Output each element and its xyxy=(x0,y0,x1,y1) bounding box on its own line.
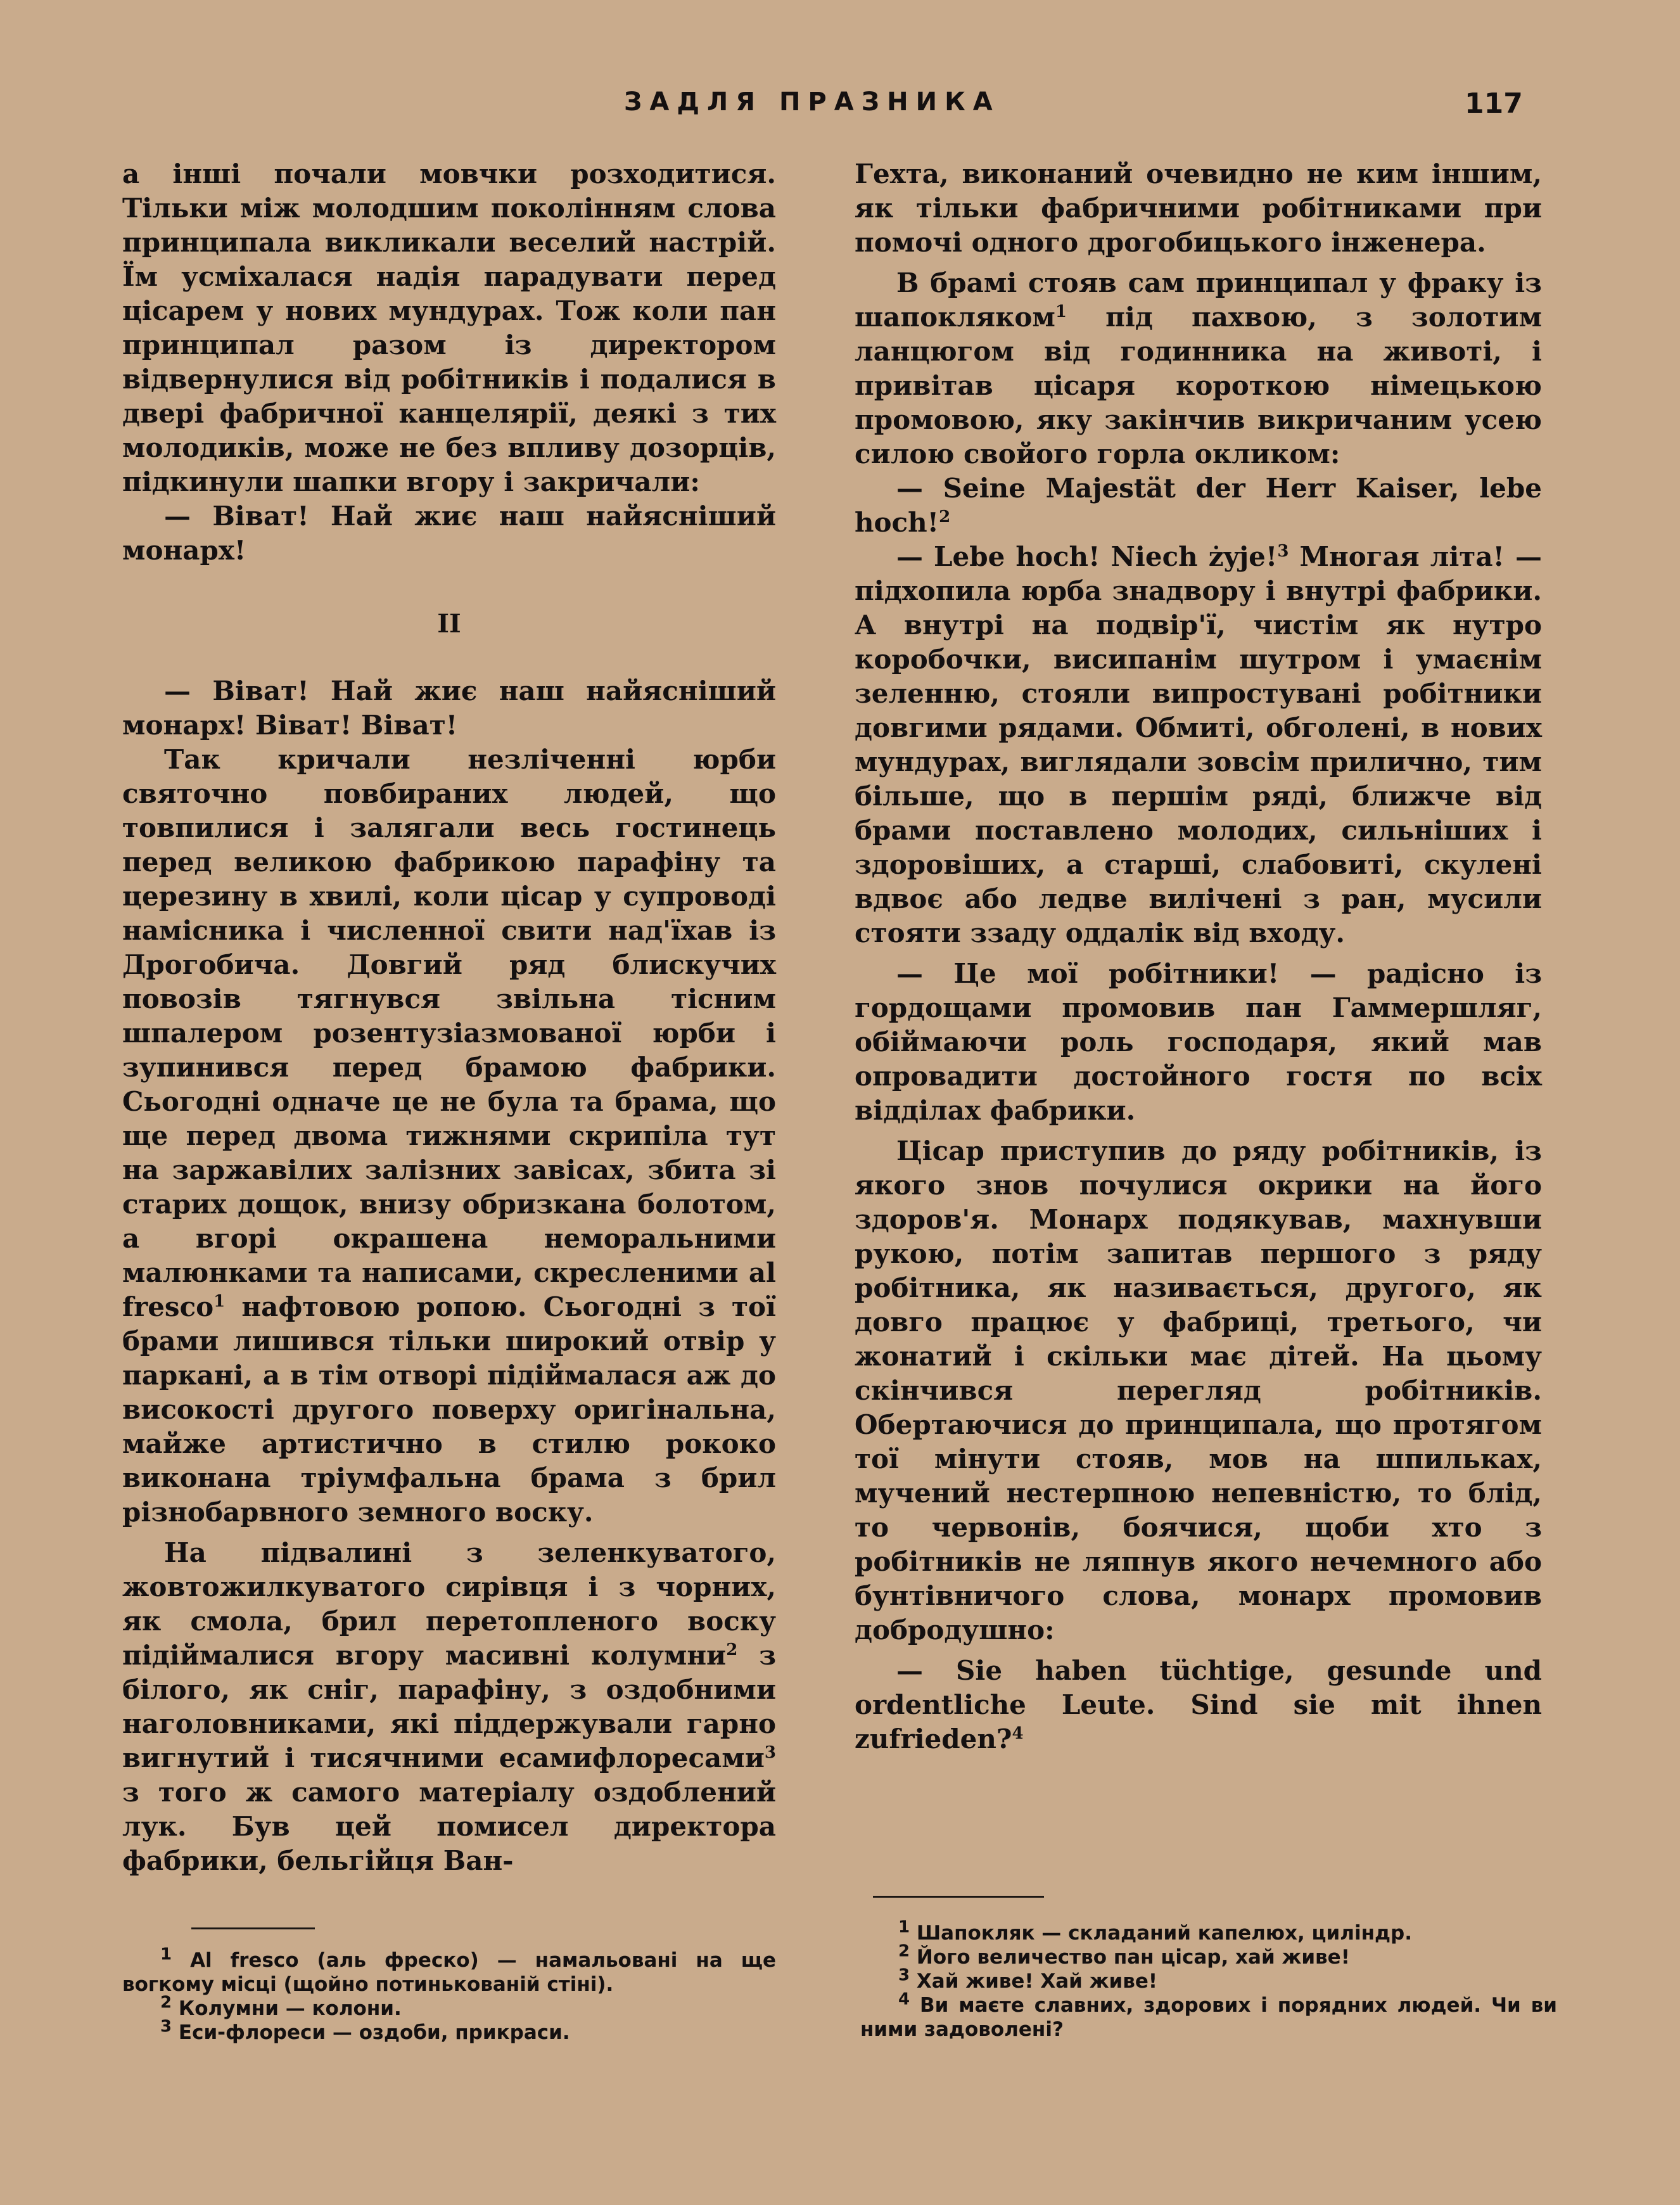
footnote-text: Хай живе! Хай живе! xyxy=(916,1970,1158,1993)
footnote-marker: 1 xyxy=(1055,302,1067,321)
footnote xyxy=(860,1917,1557,1945)
paragraph: — Віват! Най жиє наш найясніший монарх! Віват! Віват! xyxy=(122,675,776,741)
paragraph-text: Так кричали незліченні юрби святочно повбираних людей, що товпилися і залягали весь гостинець перед великою фабрикою парафіну та церезину в хвилі, коли цісар у супроводі намісника і численної свити над'їхав із Дрогобича. Довгий ряд блискучих повозів тягнувся звільна тісним шпалером розентузіазмованої юрби і зупинився перед брамою фабрики. Сьогодні одначе це не була та брама, що ще перед двома тижнями скрипіла тут на заржавілих залізних завісах, збита зі старих дощок, внизу обризкана болотом, а вгорі окрашена неморальними малюнками та написами, скресленими al fresco xyxy=(122,744,776,1322)
footnote-text: Еси-флореси — оздоби, прикраси. xyxy=(178,2021,570,2044)
paragraph-text: нафтовою ропою. Сьогодні з тої брами лишився тільки широкий отвір у паркані, а в тім отворі підіймалася аж до високості другого поверху оригінальна, майже артистично в стилю рококо виконана тріумфальна брама з брил різнобарвного земного воску. xyxy=(122,1291,776,1528)
paragraph-text: — Sie haben tüchtige, gesunde und ordentliche Leute. Sind sie mit ihnen zufrieden? xyxy=(855,1655,1542,1754)
paragraph-text: В брамі стояв сам принципал у фраку із шапокляком xyxy=(855,267,1542,333)
paragraph-text: Многая літа! — підхопила юрба знадвору і внутрі фабрики. А внутрі на подвір'ї, чистім як нутро коробочки, висипанім шутром і умаєнім зеленню, стояли випростувані робітники довгими рядами. Обмиті, обголені, в нових мундурах, виглядали зовсім прилично, тим більше, що в першім ряді, ближче від брами поставлено молодих, сильніших і здоровіших, а старші, слабовиті, скулені вдвоє або ледве вилічені з ран, мусили стояти ззаду оддалік від входу. xyxy=(855,541,1542,949)
paragraph: Гехта, виконаний очевидно не ким іншим, як тільки фабричними робітниками при помочі одного дрогобицького інженера. xyxy=(855,158,1542,258)
footnote-text: Al fresco (аль фреско) — намальовані на ще вогкому місці (щойно потинькованій стіні). xyxy=(122,1949,776,1996)
footnote-marker: 1 xyxy=(160,1945,172,1964)
footnote-marker: 2 xyxy=(939,508,951,527)
section-number: II xyxy=(437,609,461,639)
paragraph-text: з білого, як сніг, парафіну, з оздобними наголовниками, які піддержували гарно вигнутий і тисячними есамифлоресами xyxy=(122,1640,776,1774)
footnote-text: Ви маєте славних, здорових і порядних людей. Чи ви ними задоволені? xyxy=(860,1994,1557,2041)
footnote-marker: 3 xyxy=(1277,542,1289,561)
footnotes-right xyxy=(860,1917,1557,2042)
footnote-marker: 3 xyxy=(764,1743,776,1762)
footnote-divider xyxy=(191,1927,315,1929)
paragraph: — Віват! Най жиє наш найясніший монарх! xyxy=(122,501,776,566)
footnote xyxy=(122,1993,776,2021)
footnote-text: Колумни — колони. xyxy=(178,1997,402,2020)
footnote-marker: 2 xyxy=(898,1941,910,1961)
paragraph xyxy=(122,743,776,1530)
running-title: ЗАДЛЯ ПРАЗНИКА xyxy=(624,87,1000,117)
paragraph-text: На підвалині з зеленкуватого, жовтожилкуватого сирівця і з чорних, як смола, брил перетопленого воску підіймалися вгору масивні колумни xyxy=(122,1537,776,1671)
footnote-marker: 2 xyxy=(726,1640,738,1659)
paragraph xyxy=(855,266,1542,471)
page-number: 117 xyxy=(1465,87,1523,120)
paragraph-text: — Lebe hoch! Niech żyje! xyxy=(896,541,1278,572)
paragraph xyxy=(855,471,1542,540)
footnote-marker: 4 xyxy=(898,1990,910,2009)
footnote xyxy=(122,1945,776,1997)
footnote-marker: 3 xyxy=(898,1965,910,1985)
paragraph xyxy=(122,1536,776,1878)
footnote-marker: 4 xyxy=(1012,1724,1024,1743)
paragraph: а інші почали мовчки розходитися. Тільки між молодшим поколінням слова принципала викликали веселий настрій. Їм усміхалася надія парадувати перед цісарем у нових мундурах. Тож коли пан принципал разом із директором відвернулися від робітників і подалися в двері фабричної канцелярії, деякі з тих молодиків, може не без впливу дозорців, підкинули шапки вгору і закричали: xyxy=(122,158,776,497)
footnote xyxy=(860,1990,1557,2042)
paragraph-text: з того ж самого матеріалу оздоблений лук. Був цей помисел директора фабрики, бельгійця Ван- xyxy=(122,1777,776,1876)
paragraph: Цісар приступив до ряду робітників, із якого знов почулися окрики на його здоров'я. Монарх подякував, махнувши рукою, потім запитав першого з ряду робітника, як називається, другого, як довго працює у фабриці, третього, чи жонатий і скільки має дітей. На цьому скінчився перегляд робітників. Обертаючися до принципала, що протягом тої мінути стояв, мов на шпильках, мучений нестерпною непевністю, то блід, то червонів, боячися, щоби хто з робітників не ляпнув якого нечемного або бунтівничого слова, монарх промовив добродушно: xyxy=(855,1135,1542,1646)
footnote-text: Шапокляк — складаний капелюх, циліндр. xyxy=(916,1922,1413,1945)
footnote-marker: 2 xyxy=(160,1993,172,2012)
footnote-marker: 1 xyxy=(898,1917,910,1937)
left-column xyxy=(122,157,776,1878)
footnote-marker: 3 xyxy=(160,2017,172,2036)
footnote-divider xyxy=(873,1896,1044,1898)
paragraph xyxy=(855,540,1542,950)
footnote-text: Його величество пан цісар, хай живе! xyxy=(916,1946,1350,1969)
paragraph-text: — Seine Majestät der Herr Kaiser, lebe hoch! xyxy=(855,473,1542,538)
footnotes-left xyxy=(122,1945,776,2045)
paragraph-text: під пахвою, з золотим ланцюгом від годинника на животі, і привітав цісаря короткою німецькою промовою, яку закінчив викричаним усею силою свойого горла окликом: xyxy=(855,302,1542,470)
footnote xyxy=(860,1965,1557,1993)
paragraph: — Це мої робітники! — радісно із гордощами промовив пан Гаммершляг, обіймаючи роль господаря, який мав опровадити достойного гостя по всіх відділах фабрики. xyxy=(855,958,1542,1126)
footnote xyxy=(122,2017,776,2045)
footnote-marker: 1 xyxy=(213,1292,226,1311)
right-column xyxy=(855,157,1542,1756)
paragraph xyxy=(855,1654,1542,1756)
footnote xyxy=(860,1941,1557,1969)
